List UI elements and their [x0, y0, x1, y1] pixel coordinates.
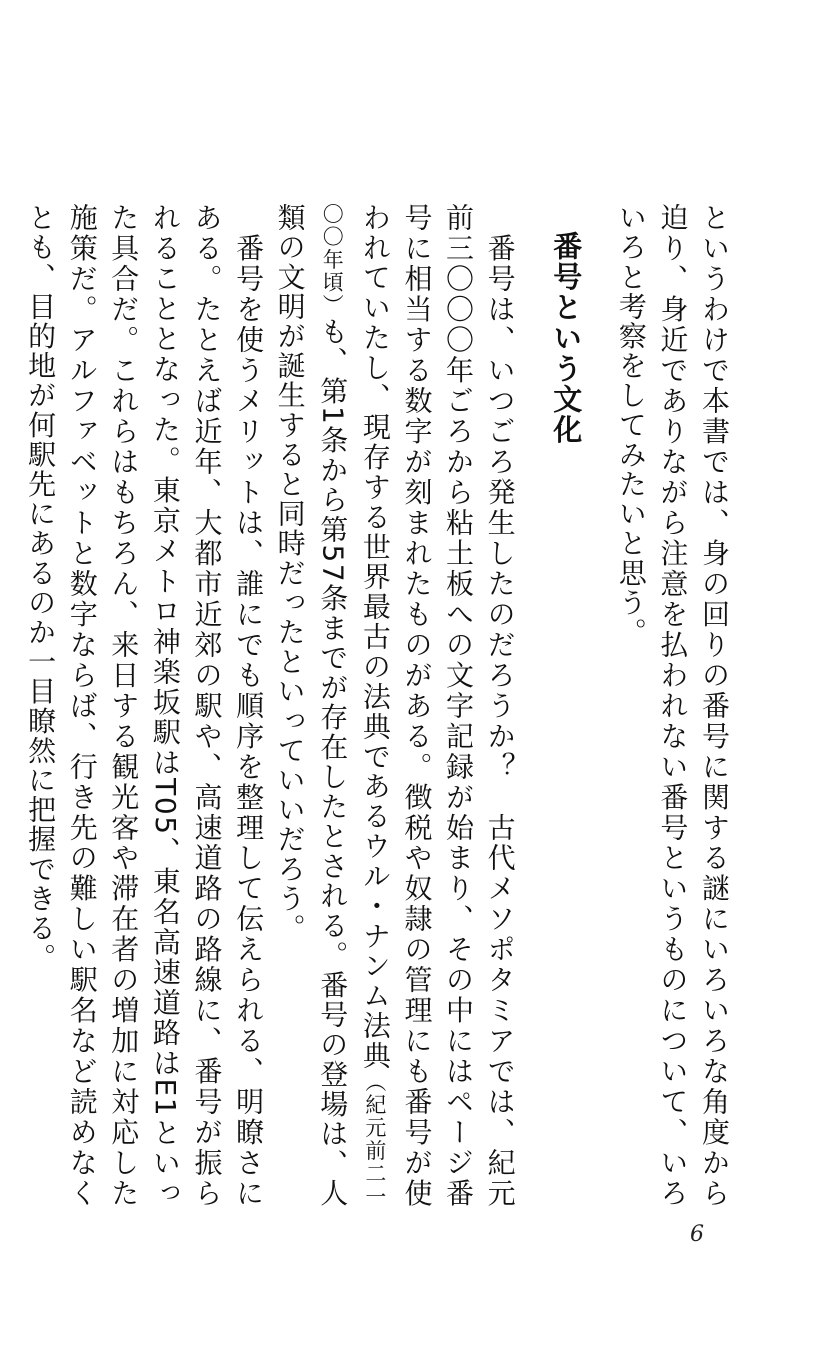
vertical-text-body — [20, 203, 736, 1208]
date-note: （紀元前二一〇〇年頃） — [320, 203, 387, 1208]
body-paragraph-1 — [269, 203, 521, 1208]
body-paragraph-1-part-a: 番号は、いつごろ発生したのだろうか？ 古代メソポタミアでは、紀元前三〇〇〇年ごろから粘土板への文字記録が始まり、その中にはページ番号に相当する数字が刻まれたものがある。徴税や奴隷の管理にも番号が使われていたし、現存する世界最古の法典であるウル・ナンム法典 — [358, 203, 517, 1208]
page-number: 6 — [690, 1222, 704, 1247]
body-paragraph-2 — [20, 203, 270, 1208]
intro-paragraph: というわけで本書では、身の回りの番号に関する謎にいろいろな角度から迫り、身近でありながら注意を払われない番号というものについて、いろいろと考察をしてみたいと思う。 — [614, 203, 731, 1208]
section-heading: 番号という文化 — [549, 231, 584, 446]
body-paragraph-2-text: 番号を使うメリットは、誰にでも順序を整理して伝えられる、明瞭さにある。たとえば近年、大都市近郊の駅や、高速道路の路線に、番号が振られることとなった。東京メトロ神楽坂駅はT05、東名高速道路はE1といった具合だ。これらはもちろん、来日する観光客や滞在者の増加に対応した施策だ。アルファベットと数字ならば、行き先の難しい駅名など読めなくとも、目的地が何駅先にあるのか一目瞭然に把握できる。 — [24, 203, 266, 1208]
body-paragraph-1-part-b: も、第1条から第57条までが存在したとされる。番号の登場は、人類の文明が誕生すると同時だったといっていいだろう。 — [273, 203, 350, 1209]
